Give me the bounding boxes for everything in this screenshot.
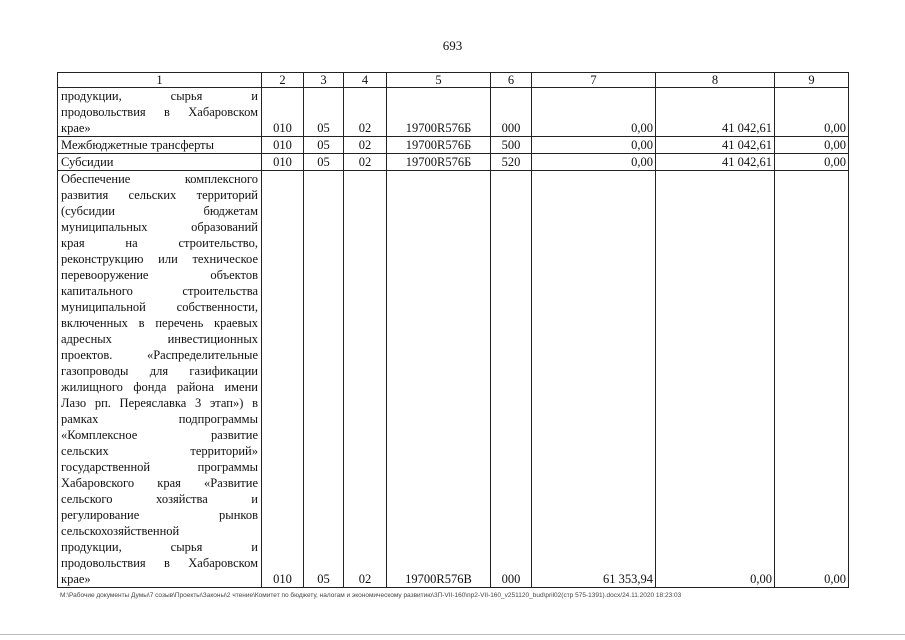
- amount-2021-cell: 61 353,94: [532, 171, 656, 588]
- column-header-9: 9: [775, 73, 849, 88]
- column-header-1: 1: [58, 73, 262, 88]
- description-line: адресных инвестиционных: [61, 332, 258, 346]
- description-line: Хабаровского края «Развитие: [61, 476, 258, 490]
- page-number: 693: [442, 38, 463, 53]
- description-line: крае»: [61, 572, 91, 586]
- amount-2023-cell: 0,00: [775, 88, 849, 137]
- description-line: сельских территорий»: [61, 444, 258, 458]
- description-line: газопроводы для газификации: [61, 364, 258, 378]
- page-edge-line: [0, 634, 905, 635]
- expense-type-cell: 520: [491, 154, 532, 171]
- column-header-2: 2: [262, 73, 304, 88]
- table-row: [58, 171, 849, 588]
- target-item-cell: 19700R576Б: [387, 88, 491, 137]
- column-header-4: 4: [344, 73, 387, 88]
- description-line: продовольствия в Хабаровском: [61, 556, 258, 570]
- section-code-cell: 05: [304, 88, 344, 137]
- column-header-5: 5: [387, 73, 491, 88]
- description-line: включенных в перечень краевых: [61, 316, 258, 330]
- budget-table: [57, 72, 849, 588]
- description-line: Межбюджетные трансферты: [61, 138, 215, 152]
- subsection-code-cell: 02: [344, 171, 387, 588]
- description-line: сельского хозяйства и: [61, 492, 258, 506]
- description-line: Обеспечение комплексного: [61, 172, 258, 186]
- row-description: [58, 154, 262, 171]
- amount-2023-cell: 0,00: [775, 137, 849, 154]
- description-line: реконструкцию или техническое: [61, 252, 258, 266]
- description-line: края на строительство,: [61, 236, 258, 250]
- amount-2021-cell: 0,00: [532, 137, 656, 154]
- file-path-footer: М:\Рабочие документы Думы\7 созыв\Проекты\Законы\2 чтение\Комитет по бюджету, налогам и экономическому развитию\3П-VII-160\пр2-VII-160_v251120_bud\pril02(стр 575-1391).docx/24.11.2020 18:23:03: [60, 592, 682, 599]
- description-line: жилищного фонда района имени: [61, 380, 258, 394]
- description-line: рамках подпрограммы: [61, 412, 258, 426]
- amount-2022-cell: 41 042,61: [656, 137, 775, 154]
- description-line: муниципальных образований: [61, 220, 258, 234]
- description-line: муниципальной собственности,: [61, 300, 258, 314]
- ministry-code-cell: 010: [262, 171, 304, 588]
- description-line: крае»: [61, 121, 91, 135]
- expense-type-cell: 000: [491, 171, 532, 588]
- expense-type-cell: 000: [491, 88, 532, 137]
- description-line: продукции, сырья и: [61, 540, 258, 554]
- column-header-3: 3: [304, 73, 344, 88]
- description-line: проектов. «Распределительные: [61, 348, 258, 362]
- expense-type-cell: 500: [491, 137, 532, 154]
- column-header-7: 7: [532, 73, 656, 88]
- description-line: развития сельских территорий: [61, 188, 258, 202]
- section-code-cell: 05: [304, 137, 344, 154]
- table-row: [58, 154, 849, 171]
- section-code-cell: 05: [304, 154, 344, 171]
- description-line: Лазо рп. Переяславка 3 этап») в: [61, 396, 258, 410]
- description-line: (субсидии бюджетам: [61, 204, 258, 218]
- table-row: [58, 88, 849, 137]
- amount-2023-cell: 0,00: [775, 171, 849, 588]
- column-header-6: 6: [491, 73, 532, 88]
- row-description: [58, 137, 262, 154]
- amount-2022-cell: 41 042,61: [656, 88, 775, 137]
- description-line: регулирование рынков: [61, 508, 258, 522]
- ministry-code-cell: 010: [262, 154, 304, 171]
- description-line: продукции, сырья и: [61, 89, 258, 103]
- table-row: [58, 137, 849, 154]
- amount-2022-cell: 0,00: [656, 171, 775, 588]
- subsection-code-cell: 02: [344, 88, 387, 137]
- description-line: перевооружение объектов: [61, 268, 258, 282]
- column-header-8: 8: [656, 73, 775, 88]
- amount-2021-cell: 0,00: [532, 88, 656, 137]
- description-line: капитального строительства: [61, 284, 258, 298]
- target-item-cell: 19700R576Б: [387, 137, 491, 154]
- subsection-code-cell: 02: [344, 137, 387, 154]
- subsection-code-cell: 02: [344, 154, 387, 171]
- amount-2023-cell: 0,00: [775, 154, 849, 171]
- row-description: [58, 88, 262, 137]
- description-line: сельскохозяйственной: [61, 524, 180, 538]
- description-line: «Комплексное развитие: [61, 428, 258, 442]
- description-line: продовольствия в Хабаровском: [61, 105, 258, 119]
- amount-2022-cell: 41 042,61: [656, 154, 775, 171]
- table-header-row: [58, 73, 849, 88]
- ministry-code-cell: 010: [262, 88, 304, 137]
- amount-2021-cell: 0,00: [532, 154, 656, 171]
- target-item-cell: 19700R576В: [387, 171, 491, 588]
- section-code-cell: 05: [304, 171, 344, 588]
- table-body: [58, 88, 849, 588]
- description-line: государственной программы: [61, 460, 258, 474]
- row-description: [58, 171, 262, 588]
- ministry-code-cell: 010: [262, 137, 304, 154]
- description-line: Субсидии: [61, 155, 114, 169]
- target-item-cell: 19700R576Б: [387, 154, 491, 171]
